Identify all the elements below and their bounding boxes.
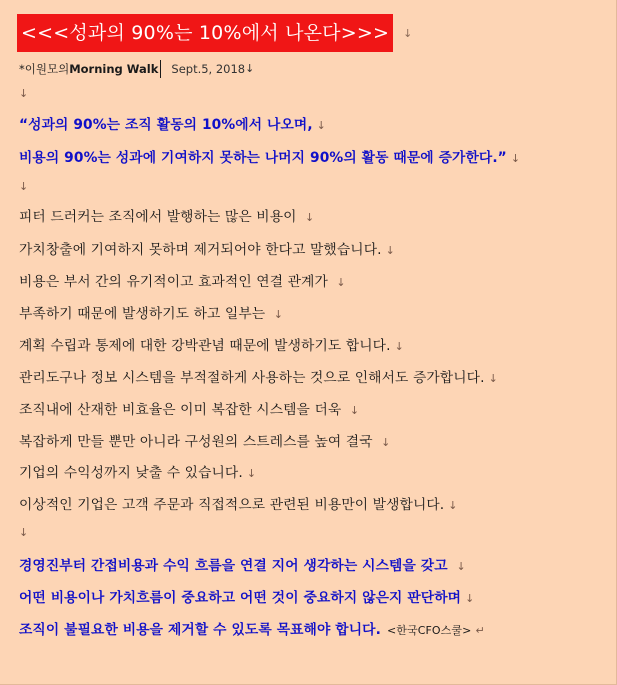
title-row bbox=[17, 14, 412, 52]
body-line bbox=[19, 463, 256, 484]
source-label: <한국CFO스쿨> bbox=[386, 624, 472, 637]
quote-line bbox=[19, 148, 520, 169]
body-line bbox=[19, 240, 395, 261]
empty-paragraph: ↓ bbox=[19, 87, 29, 100]
paragraph-mark: ↓ bbox=[316, 119, 326, 132]
body-line bbox=[19, 272, 346, 293]
conclusion-text: 조직이 불필요한 비용을 제거할 수 있도록 목표해야 합니다. bbox=[19, 622, 381, 638]
paragraph-mark: ↓ bbox=[510, 152, 521, 165]
paragraph-mark: ↓ bbox=[465, 592, 475, 605]
empty-paragraph: ↓ bbox=[19, 526, 29, 539]
body-line bbox=[19, 304, 283, 325]
byline-date: Sept.5, 2018 bbox=[171, 62, 246, 76]
paragraph-mark: ↓ bbox=[394, 340, 404, 353]
paragraph-mark: ↓ bbox=[456, 560, 466, 573]
body-line bbox=[19, 336, 404, 357]
paragraph-mark: ↓ bbox=[381, 436, 391, 449]
quote-text: 비용의 90%는 성과에 기여하지 못하는 나머지 90%의 활동 때문에 증가한다.” bbox=[19, 150, 507, 166]
body-line bbox=[19, 368, 498, 389]
quote-text: “성과의 90%는 조직 활동의 10%에서 나오며, bbox=[19, 117, 313, 133]
text-cursor[interactable] bbox=[160, 60, 161, 78]
body-line bbox=[19, 432, 390, 453]
paragraph-mark: ↓ bbox=[448, 499, 458, 512]
body-text: 부족하기 때문에 발생하기도 하고 일부는 bbox=[19, 306, 270, 322]
body-line bbox=[19, 495, 458, 516]
conclusion-line bbox=[19, 556, 466, 577]
quote-line bbox=[19, 115, 326, 136]
body-text: 피터 드러커는 조직에서 발행하는 많은 비용이 bbox=[19, 209, 302, 225]
paragraph-mark: ↓ bbox=[403, 26, 413, 40]
conclusion-text: 어떤 비용이나 가치흐름이 중요하고 어떤 것이 중요하지 않은지 판단하며 bbox=[19, 590, 462, 606]
conclusion-line bbox=[19, 588, 474, 609]
body-text: 관리도구나 정보 시스템을 부적절하게 사용하는 것으로 인해서도 증가합니다. bbox=[19, 370, 485, 386]
byline-prefix: *이원모의 bbox=[19, 62, 70, 76]
body-text: 계획 수립과 통제에 대한 강박관념 때문에 발생하기도 합니다. bbox=[19, 338, 391, 354]
body-text: 비용은 부서 간의 유기적이고 효과적인 연결 관계가 bbox=[19, 274, 333, 290]
body-text: 이상적인 기업은 고객 주문과 직접적으로 관련된 비용만이 발생합니다. bbox=[19, 497, 445, 513]
paragraph-mark: ↓ bbox=[385, 244, 395, 257]
paragraph-mark: ↓ bbox=[336, 276, 346, 289]
empty-paragraph: ↓ bbox=[19, 180, 29, 193]
body-line bbox=[19, 400, 359, 421]
paragraph-mark: ↓ bbox=[349, 404, 360, 417]
body-text: 기업의 수익성까지 낮출 수 있습니다. bbox=[19, 465, 243, 481]
conclusion-line bbox=[19, 620, 485, 641]
body-line bbox=[19, 207, 314, 228]
byline-series: Morning Walk bbox=[69, 62, 159, 76]
body-text: 복잡하게 만들 뿐만 아니라 구성원의 스트레스를 높여 결국 bbox=[19, 434, 378, 450]
body-text: 가치창출에 기여하지 못하며 제거되어야 한다고 말했습니다. bbox=[19, 242, 382, 258]
body-text: 조직내에 산재한 비효율은 이미 복잡한 시스템을 더욱 bbox=[19, 402, 346, 418]
paragraph-mark: ↓ bbox=[246, 467, 257, 480]
return-mark: ↵ bbox=[475, 624, 485, 637]
conclusion-text: 경영진부터 간접비용과 수익 흐름을 연결 지어 생각하는 시스템을 갖고 bbox=[19, 558, 453, 574]
paragraph-mark: ↓ bbox=[488, 372, 498, 385]
document-title: <<<성과의 90%는 10%에서 나온다>>> bbox=[17, 14, 393, 52]
paragraph-mark: ↓ bbox=[305, 211, 315, 224]
byline bbox=[19, 60, 254, 78]
paragraph-mark: ↓ bbox=[273, 308, 284, 321]
paragraph-mark: ↓ bbox=[245, 62, 255, 75]
